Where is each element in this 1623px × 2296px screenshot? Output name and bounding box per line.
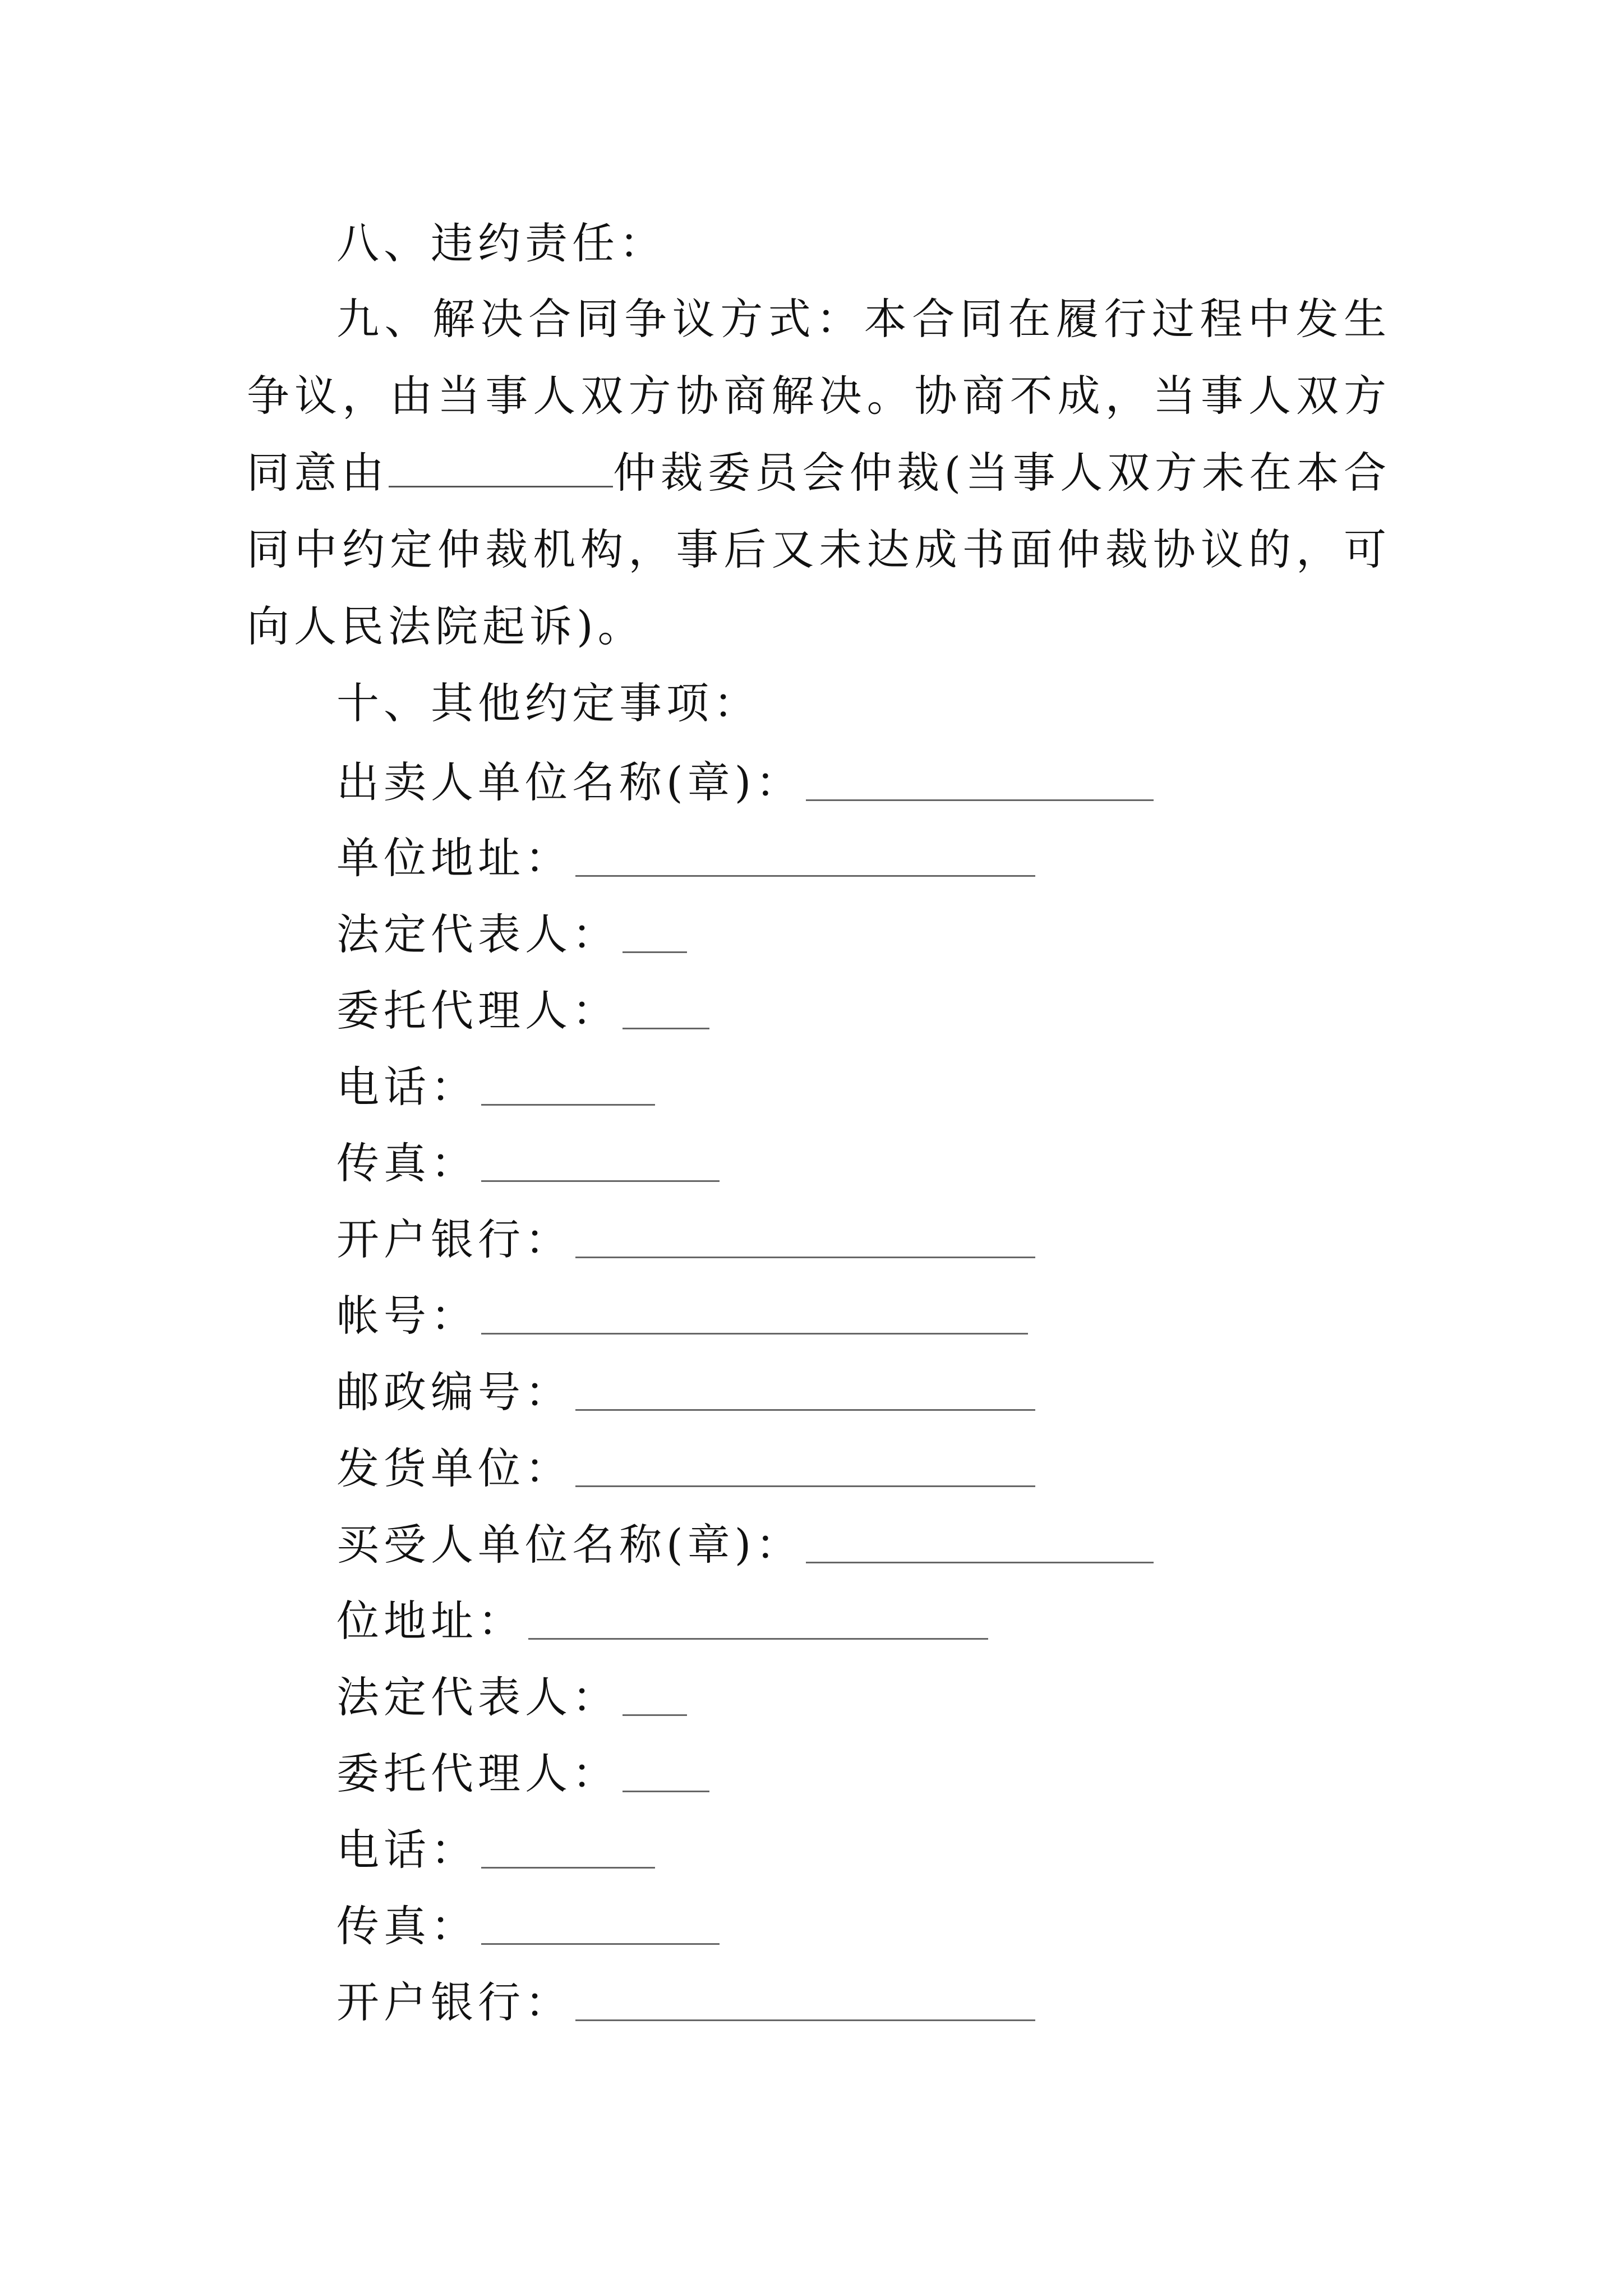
seller-shipper-label: 发货单位： — [336, 1443, 572, 1493]
buyer-name-field[interactable] — [806, 1517, 1154, 1563]
buyer-name-label: 买受人单位名称(章)： — [336, 1520, 803, 1570]
buyer-phone-field[interactable] — [481, 1822, 655, 1869]
buyer-phone-row — [336, 1822, 655, 1878]
seller-fax-field[interactable] — [481, 1135, 720, 1182]
buyer-fax-row — [336, 1898, 720, 1954]
seller-address-field[interactable] — [575, 830, 1035, 877]
seller-agent-label: 委托代理人： — [336, 986, 619, 1036]
seller-account-row — [336, 1288, 1028, 1344]
seller-fax-label: 传真： — [336, 1138, 478, 1188]
seller-legal-rep-field[interactable] — [623, 907, 687, 953]
seller-bank-row — [336, 1212, 1035, 1268]
clause-dispute-text-1: 九、解决合同争议方式：本合同在履行过程中发生争议，由当事人双方协商解决。协商不成，当事人双方同意由 — [247, 294, 1391, 498]
seller-agent-row — [336, 983, 709, 1039]
buyer-agent-label: 委托代理人： — [336, 1749, 619, 1798]
buyer-agent-field[interactable] — [623, 1746, 709, 1792]
seller-account-field[interactable] — [481, 1288, 1028, 1335]
seller-address-row — [336, 830, 1035, 886]
buyer-agent-row — [336, 1746, 709, 1802]
seller-address-label: 单位地址： — [336, 833, 572, 883]
clause-other-matters — [247, 665, 1391, 742]
seller-name-label: 出卖人单位名称(章)： — [336, 757, 803, 807]
seller-name-row — [336, 754, 1154, 811]
seller-shipper-row — [336, 1441, 1035, 1497]
seller-account-label: 帐号： — [336, 1291, 478, 1341]
buyer-name-row — [336, 1517, 1154, 1573]
seller-bank-label: 开户银行： — [336, 1214, 572, 1264]
seller-phone-row — [336, 1059, 655, 1115]
seller-postal-row — [336, 1364, 1035, 1420]
buyer-legal-rep-field[interactable] — [623, 1669, 687, 1716]
clause-dispute-text-2: 仲裁委员会仲裁(当事人双方未在本合同中约定仲裁机构，事后又未达成书面仲裁协议的，可向人民法院起诉)。 — [247, 448, 1391, 651]
clause-breach-liability — [247, 205, 1391, 282]
buyer-fax-label: 传真： — [336, 1901, 478, 1951]
buyer-legal-rep-label: 法定代表人： — [336, 1672, 619, 1722]
buyer-legal-rep-row — [336, 1669, 687, 1726]
seller-legal-rep-row — [336, 907, 687, 963]
arbitration-commission-blank[interactable] — [389, 443, 613, 487]
seller-legal-rep-label: 法定代表人： — [336, 909, 619, 959]
seller-postal-field[interactable] — [575, 1364, 1035, 1411]
seller-name-field[interactable] — [806, 754, 1154, 801]
seller-bank-field[interactable] — [575, 1212, 1035, 1258]
seller-phone-field[interactable] — [481, 1059, 655, 1106]
clause-other-text: 十、其他约定事项： — [336, 678, 760, 728]
buyer-address-row — [336, 1593, 988, 1649]
clause-breach-text: 八、违约责任： — [336, 218, 666, 268]
seller-phone-label: 电话： — [336, 1062, 478, 1112]
buyer-fax-field[interactable] — [481, 1898, 720, 1945]
seller-shipper-field[interactable] — [575, 1441, 1035, 1487]
seller-postal-label: 邮政编号： — [336, 1367, 572, 1417]
buyer-bank-label: 开户银行： — [336, 1977, 572, 2027]
buyer-bank-row — [336, 1975, 1035, 2031]
buyer-phone-label: 电话： — [336, 1825, 478, 1875]
clause-dispute-resolution — [247, 280, 1391, 665]
buyer-address-field[interactable] — [528, 1593, 988, 1640]
buyer-address-label: 位地址： — [336, 1596, 525, 1646]
seller-fax-row — [336, 1135, 720, 1191]
buyer-bank-field[interactable] — [575, 1975, 1035, 2021]
seller-agent-field[interactable] — [623, 983, 709, 1029]
